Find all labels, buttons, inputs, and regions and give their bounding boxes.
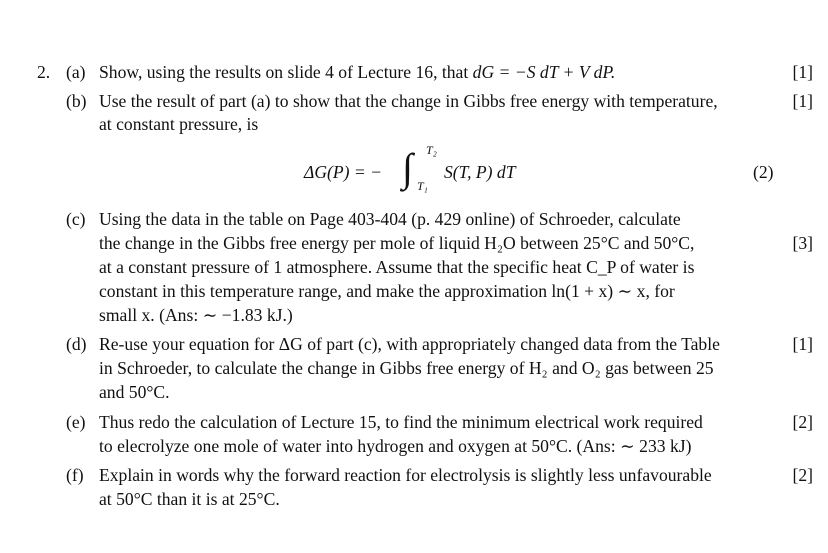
part-a-sentence: Show, using the results on slide 4 of Lecture 16, that: [99, 62, 469, 82]
part-a-text: [99, 60, 789, 84]
part-c-marks: [3]: [792, 233, 813, 253]
part-c-label: (c): [66, 209, 86, 229]
part-b-line-1: Use the result of part (a) to show that the change in Gibbs free energy with temperature,: [99, 91, 718, 111]
part-e-marks: [2]: [792, 412, 813, 432]
part-d-line-3: and 50°C.: [99, 382, 170, 402]
equation-integrand: S(T, P) dT: [444, 162, 516, 182]
part-a: [66, 60, 813, 84]
part-d-line-1: Re-use your equation for ΔG of part (c), with appropriately changed data from the Table: [99, 334, 720, 354]
part-a-equation: dG = −S dT + V dP.: [472, 62, 616, 82]
part-d-marks: [1]: [792, 334, 813, 354]
integral-sign: ∫: [402, 145, 413, 190]
question-number: 2.: [37, 62, 51, 82]
part-c-line-4: constant in this temperature range, and make the approximation ln(1 + x) ∼ x, for: [99, 281, 675, 301]
part-c-line-5: small x. (Ans: ∼ −1.83 kJ.): [99, 305, 293, 325]
equation-number: (2): [753, 162, 774, 182]
part-d-line-2: in Schroeder, to calculate the change in Gibbs free energy of H₂ and O₂ gas between 25: [99, 358, 714, 378]
part-f-line-1: Explain in words why the forward reaction for electrolysis is slightly less unfavourable: [99, 465, 712, 485]
part-a-marks: [1]: [792, 62, 813, 82]
part-a-label: (a): [66, 62, 86, 82]
display-equation: [304, 143, 774, 196]
part-f-label: (f): [66, 465, 84, 485]
part-f-marks: [2]: [792, 465, 813, 485]
part-c-line-3: at a constant pressure of 1 atmosphere. Assume that the specific heat C_P of water is: [99, 257, 695, 277]
part-c-line-1: Using the data in the table on Page 403-404 (p. 429 online) of Schroeder, calculate: [99, 209, 681, 229]
part-e-label: (e): [66, 412, 86, 432]
part-f-line-2: at 50°C than it is at 25°C.: [99, 489, 280, 509]
part-d: [66, 332, 813, 404]
integral-upper-limit: T₂: [426, 143, 437, 157]
part-e-line-1: Thus redo the calculation of Lecture 15, to find the minimum electrical work required: [99, 412, 703, 432]
part-f: [66, 463, 813, 511]
part-e: [66, 410, 813, 458]
part-b-marks: [1]: [792, 91, 813, 111]
part-e-line-2: to elecrolyze one mole of water into hydrogen and oxygen at 50°C. (Ans: ∼ 233 kJ): [99, 436, 692, 456]
part-b: [66, 89, 813, 137]
part-b-label: (b): [66, 91, 87, 111]
equation-lhs: ΔG(P) = −: [304, 162, 383, 182]
part-c-line-2: the change in the Gibbs free energy per mole of liquid H₂O between 25°C and 50°C,: [99, 233, 695, 253]
part-b-line-2: at constant pressure, is: [99, 114, 259, 134]
part-d-label: (d): [66, 334, 87, 354]
part-c: [66, 207, 813, 327]
integral-lower-limit: T₁: [417, 179, 428, 193]
